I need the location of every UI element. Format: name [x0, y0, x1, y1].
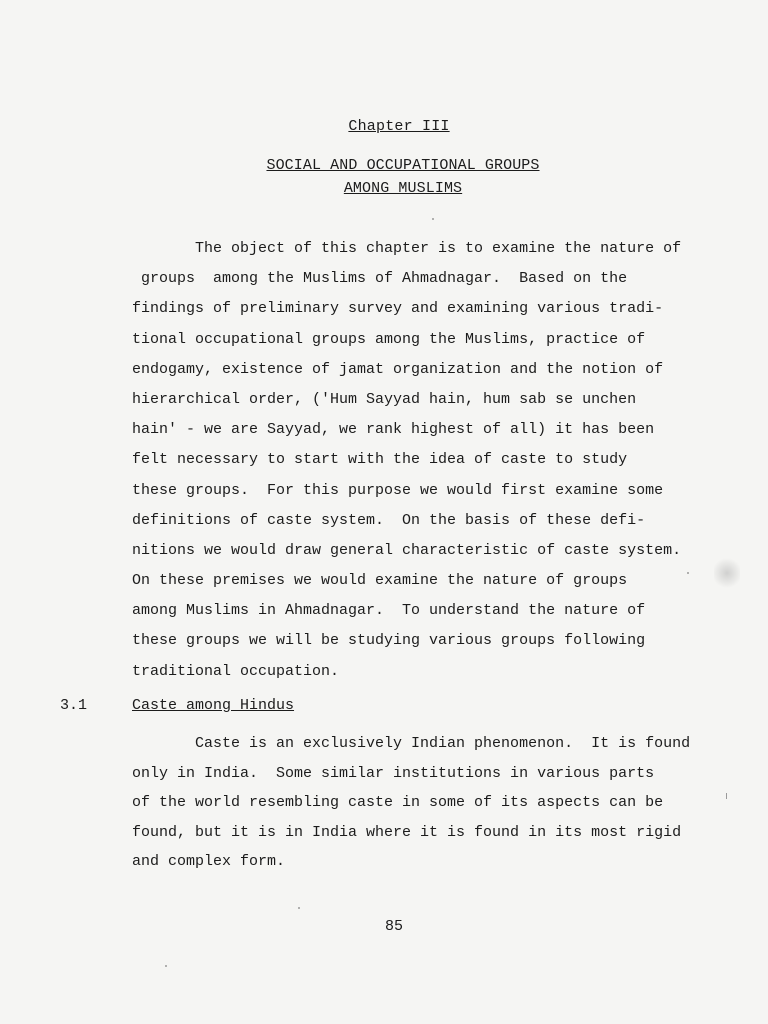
text-line: nitions we would draw general characteristic of caste system.: [132, 541, 682, 559]
text-line: definitions of caste system. On the basis of these defi-: [132, 511, 646, 529]
text-line: and complex form.: [132, 853, 286, 871]
text-line: found, but it is in India where it is found in its most rigid: [132, 823, 682, 841]
section-heading: Caste among Hindus: [132, 697, 295, 714]
text-line: of the world resembling caste in some of its aspects can be: [132, 794, 664, 812]
section-paragraph: [132, 729, 722, 877]
text-line: felt necessary to start with the idea of caste to study: [132, 451, 628, 469]
chapter-label: Chapter III: [348, 118, 450, 135]
chapter-title-line-2: AMONG MUSLIMS: [343, 180, 463, 197]
scan-speck: [298, 907, 300, 909]
text-line: findings of preliminary survey and examining various tradi-: [132, 300, 664, 318]
text-line: hain' - we are Sayyad, we rank highest of all) it has been: [132, 421, 655, 439]
section-number: 3.1: [60, 697, 88, 714]
text-line: The object of this chapter is to examine the nature of: [132, 240, 682, 257]
text-line: tional occupational groups among the Muslims, practice of: [132, 330, 646, 348]
chapter-title-line-1: SOCIAL AND OCCUPATIONAL GROUPS: [266, 157, 540, 174]
scan-speck: [687, 572, 689, 574]
text-line: among Muslims in Ahmadnagar. To understand the nature of: [132, 602, 646, 620]
scan-speck: [165, 965, 167, 967]
scan-smudge: [714, 556, 740, 590]
text-line: only in India. Some similar institutions in various parts: [132, 764, 655, 782]
scan-speck: [726, 793, 727, 799]
text-line: On these premises we would examine the nature of groups: [132, 572, 628, 590]
text-line: endogamy, existence of jamat organization and the notion of: [132, 360, 664, 378]
page-number: 85: [384, 918, 403, 935]
scan-speck: [432, 218, 434, 220]
text-line: Caste is an exclusively Indian phenomenon. It is found: [132, 735, 691, 752]
text-line: hierarchical order, ('Hum Sayyad hain, hum sab se unchen: [132, 390, 637, 408]
text-line: traditional occupation.: [132, 662, 340, 680]
intro-paragraph: [132, 234, 722, 687]
text-line: these groups we will be studying various groups following: [132, 632, 646, 650]
text-line: groups among the Muslims of Ahmadnagar. Based on the: [132, 270, 628, 288]
text-line: these groups. For this purpose we would first examine some: [132, 481, 664, 499]
